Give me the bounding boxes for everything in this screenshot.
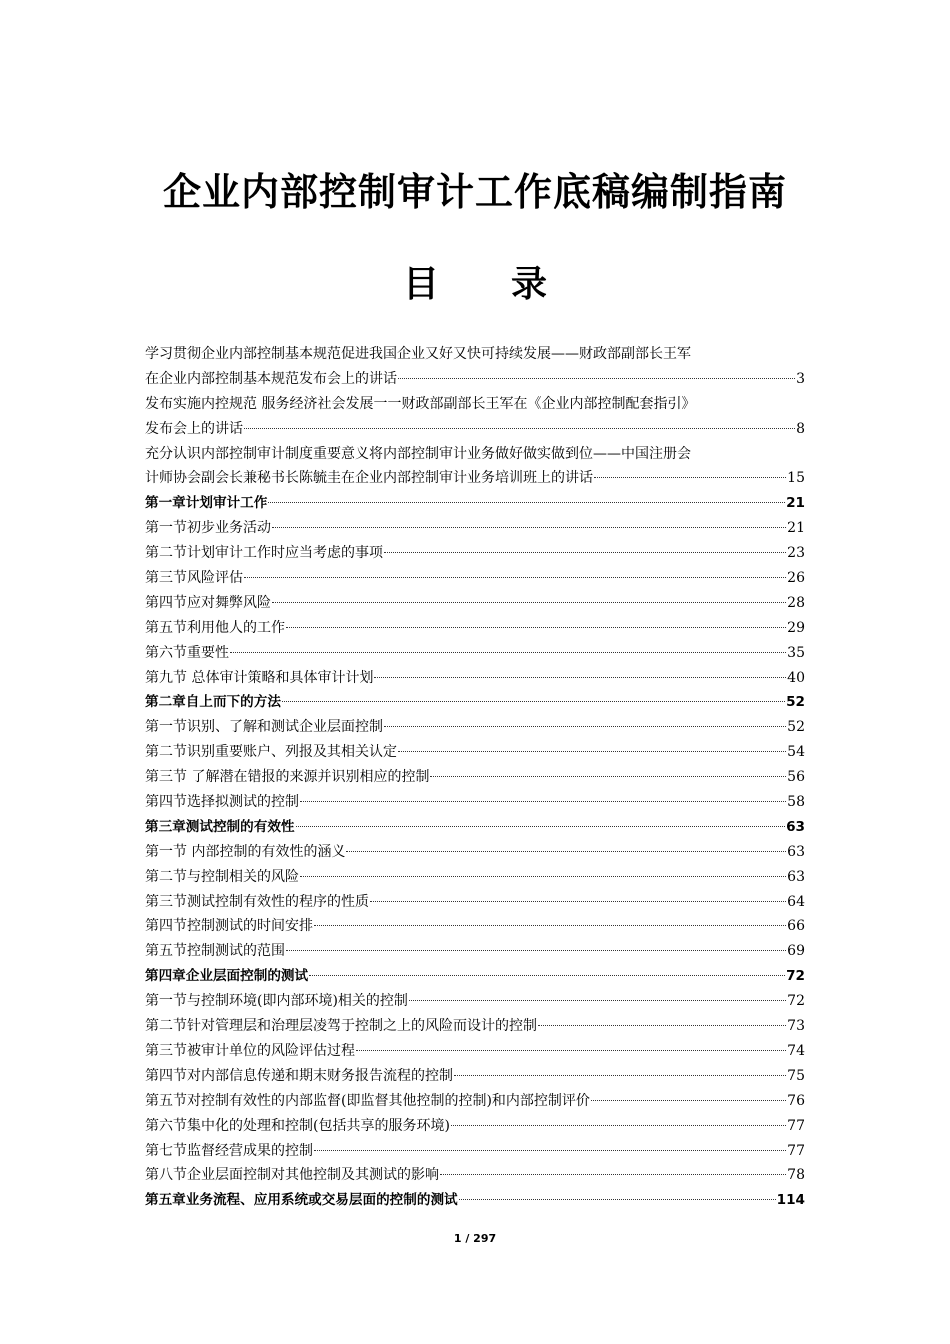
toc-section-entry[interactable] (145, 666, 805, 691)
toc-entry-text: 第三章测试控制的有效性 (145, 818, 295, 835)
toc-dot-leader (244, 428, 795, 429)
toc-entry-text: 第四章企业层面控制的测试 (145, 968, 309, 985)
toc-entry-text: 第七节监督经营成果的控制 (145, 1142, 313, 1159)
toc-section-entry[interactable] (145, 1163, 805, 1188)
toc-dot-leader (346, 851, 786, 852)
toc-entry-text-line2: 发布会上的讲话 (145, 420, 243, 437)
toc-section-entry[interactable] (145, 641, 805, 666)
toc-entry-text: 第五节对控制有效性的内部监督(即监督其他控制的控制)和内部控制评价 (145, 1092, 590, 1109)
toc-entry-text: 第三节被审计单位的风险评估过程 (145, 1042, 355, 1059)
toc-heading-char-2: 录 (511, 264, 548, 305)
toc-entry-text: 第二章自上而下的方法 (145, 694, 281, 711)
toc-entry-text: 第五节控制测试的范围 (145, 943, 285, 960)
toc-page-number: 77 (787, 1117, 805, 1134)
toc-dot-leader (309, 975, 785, 976)
toc-entry-text: 第五章业务流程、应用系统或交易层面的控制的测试 (145, 1192, 458, 1209)
toc-dot-leader (282, 701, 785, 702)
toc-entry-text: 第五节利用他人的工作 (145, 619, 285, 636)
toc-entry-text: 第六节重要性 (145, 644, 229, 661)
toc-entry-text: 第三节测试控制有效性的程序的性质 (145, 893, 369, 910)
toc-page-number: 56 (787, 769, 805, 786)
toc-entry-text-line1: 发布实施内控规范 服务经济社会发展一一财政部副部长王军在《企业内部控制配套指引》 (145, 395, 696, 412)
toc-section-entry[interactable] (145, 1114, 805, 1139)
toc-dot-leader (430, 776, 786, 777)
toc-page-number: 66 (787, 918, 805, 935)
toc-section-entry[interactable] (145, 566, 805, 591)
toc-section-entry[interactable] (145, 591, 805, 616)
toc-entry-text: 第一节与控制环境(即内部环境)相关的控制 (145, 993, 408, 1010)
toc-entry-text: 第一节 内部控制的有效性的涵义 (145, 843, 346, 860)
toc-section-entry[interactable] (145, 765, 805, 790)
toc-dot-leader (454, 1075, 786, 1076)
toc-dot-leader (356, 1050, 786, 1051)
toc-page-number: 26 (787, 570, 805, 587)
toc-page-number: 73 (787, 1018, 805, 1035)
toc-entry-text: 第二节针对管理层和治理层凌驾于控制之上的风险而设计的控制 (145, 1018, 537, 1035)
toc-dot-leader (244, 577, 786, 578)
toc-page-number: 72 (786, 968, 805, 985)
table-of-contents (145, 342, 805, 1213)
toc-page-number: 114 (776, 1192, 805, 1209)
toc-page-number: 74 (787, 1042, 805, 1059)
toc-page-number: 52 (786, 694, 805, 711)
toc-entry-text: 第二节与控制相关的风险 (145, 868, 299, 885)
toc-entry-text: 第三节 了解潜在错报的来源并识别相应的控制 (145, 769, 430, 786)
toc-page-number: 78 (787, 1167, 805, 1184)
toc-entry-text-line2: 在企业内部控制基本规范发布会上的讲话 (145, 370, 397, 387)
toc-dot-leader (230, 652, 786, 653)
toc-entry-text: 第一节识别、了解和测试企业层面控制 (145, 719, 383, 736)
toc-entry-text-line1: 充分认识内部控制审计制度重要意义将内部控制审计业务做好做实做到位——中国注册会 (145, 445, 691, 462)
toc-page-number: 69 (787, 943, 805, 960)
toc-section-entry[interactable] (145, 616, 805, 641)
toc-dot-leader (286, 950, 786, 951)
toc-page-number: 75 (787, 1067, 805, 1084)
toc-dot-leader (272, 527, 786, 528)
toc-dot-leader (268, 502, 785, 503)
toc-page-number: 3 (796, 370, 805, 387)
toc-dot-leader (314, 925, 786, 926)
toc-dot-leader (594, 477, 786, 478)
toc-section-entry[interactable] (145, 840, 805, 865)
toc-page-number: 64 (787, 893, 805, 910)
toc-entry-text: 第三节风险评估 (145, 570, 243, 587)
toc-page-number: 77 (787, 1142, 805, 1159)
toc-entry-text: 第四节对内部信息传递和期末财务报告流程的控制 (145, 1067, 453, 1084)
toc-page-number: 23 (787, 545, 805, 562)
toc-section-entry[interactable] (145, 1014, 805, 1039)
toc-dot-leader (374, 677, 786, 678)
toc-section-entry[interactable] (145, 715, 805, 740)
toc-entry-text: 第二节计划审计工作时应当考虑的事项 (145, 545, 383, 562)
toc-entry-text: 第九节 总体审计策略和具体审计计划 (145, 669, 374, 686)
toc-dot-leader (591, 1100, 786, 1101)
toc-page-number: 40 (787, 669, 805, 686)
toc-entry[interactable] (145, 342, 805, 392)
page-number-footer: 1 / 297 (453, 1232, 497, 1245)
toc-page-number: 76 (787, 1092, 805, 1109)
toc-chapter-entry[interactable] (145, 1188, 805, 1213)
toc-dot-leader (459, 1199, 776, 1200)
toc-dot-leader (384, 552, 786, 553)
toc-entry-text-line1: 学习贯彻企业内部控制基本规范促进我国企业又好又快可持续发展——财政部副部长王军 (145, 346, 691, 362)
toc-section-entry[interactable] (145, 790, 805, 815)
toc-section-entry[interactable] (145, 516, 805, 541)
toc-page-number: 29 (787, 619, 805, 636)
toc-page-number: 15 (787, 470, 805, 487)
toc-page-number: 21 (786, 495, 805, 512)
toc-dot-leader (409, 1000, 786, 1001)
toc-page-number: 58 (787, 794, 805, 811)
toc-entry-text-line2: 计师协会副会长兼秘书长陈毓圭在企业内部控制审计业务培训班上的讲话 (145, 470, 593, 487)
toc-entry-text: 第四节选择拟测试的控制 (145, 794, 299, 811)
toc-dot-leader (370, 901, 786, 902)
document-title: 企业内部控制审计工作底稿编制指南 (162, 170, 787, 214)
toc-page-number: 21 (787, 520, 805, 537)
toc-dot-leader (538, 1025, 786, 1026)
toc-dot-leader (286, 627, 786, 628)
toc-dot-leader (398, 751, 786, 752)
toc-chapter-entry[interactable] (145, 815, 805, 840)
toc-entry-text: 第四节控制测试的时间安排 (145, 918, 313, 935)
toc-section-entry[interactable] (145, 989, 805, 1014)
toc-entry-text: 第四节应对舞弊风险 (145, 594, 271, 611)
toc-page-number: 35 (787, 644, 805, 661)
toc-page-number: 28 (787, 594, 805, 611)
toc-chapter-entry[interactable] (145, 690, 805, 715)
toc-section-entry[interactable] (145, 890, 805, 915)
toc-section-entry[interactable] (145, 1039, 805, 1064)
toc-entry[interactable] (145, 442, 805, 492)
toc-page-number: 72 (787, 993, 805, 1010)
toc-dot-leader (272, 602, 786, 603)
toc-page-number: 52 (787, 719, 805, 736)
toc-heading (0, 262, 950, 308)
toc-dot-leader (300, 801, 786, 802)
toc-entry-text: 第一章计划审计工作 (145, 495, 268, 512)
toc-section-entry[interactable] (145, 740, 805, 765)
toc-entry-text: 第二节识别重要账户、列报及其相关认定 (145, 744, 397, 761)
toc-section-entry[interactable] (145, 1064, 805, 1089)
toc-chapter-entry[interactable] (145, 964, 805, 989)
toc-page-number: 8 (796, 420, 805, 437)
toc-page-number: 63 (787, 843, 805, 860)
toc-dot-leader (440, 1174, 786, 1175)
toc-entry-text: 第八节企业层面控制对其他控制及其测试的影响 (145, 1167, 439, 1184)
toc-page-number: 63 (787, 868, 805, 885)
toc-dot-leader (296, 826, 786, 827)
toc-page-number: 63 (786, 818, 805, 835)
toc-dot-leader (384, 726, 786, 727)
toc-entry-text: 第一节初步业务活动 (145, 520, 271, 537)
toc-dot-leader (398, 378, 795, 379)
toc-page-number: 54 (787, 744, 805, 761)
toc-section-entry[interactable] (145, 914, 805, 939)
toc-section-entry[interactable] (145, 865, 805, 890)
toc-section-entry[interactable] (145, 1139, 805, 1164)
toc-dot-leader (300, 876, 786, 877)
toc-dot-leader (314, 1150, 786, 1151)
toc-section-entry[interactable] (145, 939, 805, 964)
toc-heading-char-1: 目 (402, 264, 439, 305)
toc-dot-leader (451, 1125, 786, 1126)
toc-entry[interactable] (145, 392, 805, 442)
toc-chapter-entry[interactable] (145, 491, 805, 516)
toc-entry-text: 第六节集中化的处理和控制(包括共享的服务环境) (145, 1117, 450, 1134)
toc-section-entry[interactable] (145, 541, 805, 566)
toc-section-entry[interactable] (145, 1089, 805, 1114)
